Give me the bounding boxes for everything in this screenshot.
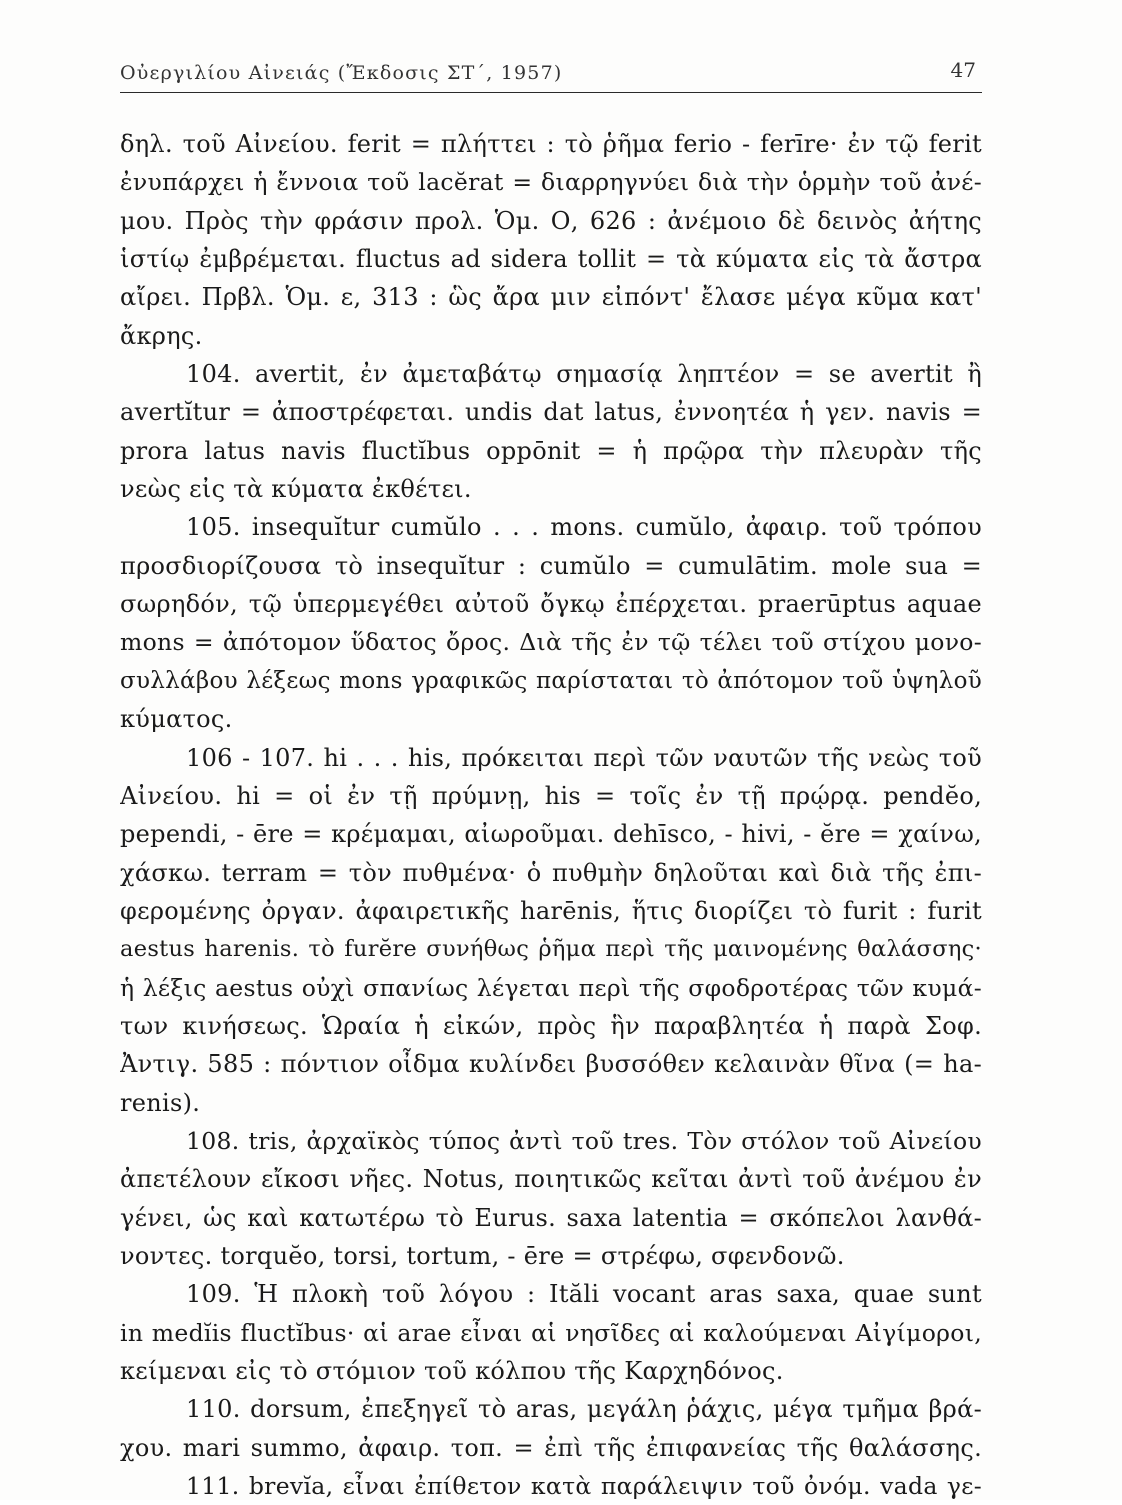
- text-line: 108. tris, ἀρχαϊκὸς τύπος ἀντὶ τοῦ tres. Τὸν στόλον τοῦ Αἰνείου: [186, 1126, 982, 1155]
- text-line: φερομένης ὀργαν. ἀφαιρετικῆς harēnis, ἥτις διορίζει τὸ furit : furit: [120, 896, 982, 925]
- text-line: 105. insequĭtur cumŭlo . . . mons. cumŭlo, ἀφαιρ. τοῦ τρόπου: [186, 513, 982, 542]
- text-line: αἴρει. Πρβλ. Ὁμ. ε, 313 : ὣς ἄρα μιν εἰπόντ' ἔλασε μέγα κῦμα κατ': [120, 283, 982, 312]
- text-line: νοντες. torquĕo, torsi, tortum, - ēre = στρέφω, σφενδονῶ.: [120, 1241, 845, 1270]
- text-line: ἄκρης.: [120, 321, 203, 350]
- text-line: σωρηδόν, τῷ ὑπερμεγέθει αὐτοῦ ὄγκῳ ἐπέρχεται. praerūptus aquae: [120, 590, 982, 619]
- text-line: Ἀντιγ. 585 : πόντιον οἶδμα κυλίνδει βυσσόθεν κελαινὰν θῖνα (= ha-: [120, 1050, 982, 1079]
- text-line: 111. brevĭa, εἶναι ἐπίθετον κατὰ παράλειψιν τοῦ ὀνόμ. vada γε-: [186, 1472, 982, 1501]
- text-line: 109. Ἡ πλοκὴ τοῦ λόγου : Ităli vocant aras saxa, quae sunt: [186, 1280, 982, 1309]
- text-line: pependi, - ēre = κρέμαμαι, αἰωροῦμαι. dehīsco, - hivi, - ĕre = χαίνω,: [120, 820, 982, 849]
- text-line: 106 - 107. hi . . . his, πρόκειται περὶ τῶν ναυτῶν τῆς νεὼς τοῦ: [186, 743, 982, 772]
- text-line: γένει, ὡς καὶ κατωτέρω τὸ Eurus. saxa latentia = σκόπελοι λανθά-: [120, 1203, 982, 1232]
- text-line: ἡ λέξις aestus οὐχὶ σπανίως λέγεται περὶ τῆς σφοδροτέρας τῶν κυμά-: [120, 973, 982, 1002]
- text-line: renis).: [120, 1088, 201, 1117]
- text-line: συλλάβου λέξεως mons γραφικῶς παρίσταται τὸ ἀπότομον τοῦ ὑψηλοῦ: [120, 667, 982, 694]
- running-header: [120, 58, 982, 93]
- text-line: ἱστίῳ ἐμβρέμεται. fluctus ad sidera tollit = τὰ κύματα εἰς τὰ ἄστρα: [120, 245, 982, 274]
- text-line: in medĭis fluctĭbus· αἱ arae εἶναι αἱ νησῖδες αἱ καλούμεναι Αἰγίμοροι,: [120, 1318, 982, 1347]
- text-line: 110. dorsum, ἐπεξηγεῖ τὸ aras, μεγάλη ῥάχις, μέγα τμῆμα βρά-: [186, 1395, 982, 1424]
- running-title: Οὐεργιλίου Αἰνειάς (Ἔκδοσις ΣΤ΄, 1957): [120, 62, 563, 84]
- text-line: prora latus navis fluctĭbus oppōnit = ἡ πρῷρα τὴν πλευρὰν τῆς: [120, 436, 982, 465]
- text-line: μου. Πρὸς τὴν φράσιν προλ. Ὁμ. Ο, 626 : ἀνέμοιο δὲ δεινὸς ἀήτης: [120, 206, 982, 235]
- text-line: mons = ἀπότομον ὕδατος ὄρος. Διὰ τῆς ἐν τῷ τέλει τοῦ στίχου μονο-: [120, 628, 982, 657]
- text-line: προσδιορίζουσα τὸ insequĭtur : cumŭlo = cumulātim. mole sua =: [120, 551, 982, 580]
- text-line: χάσκω. terram = τὸν πυθμένα· ὁ πυθμὴν δηλοῦται καὶ διὰ τῆς ἐπι-: [120, 858, 982, 887]
- page-number: 47: [950, 58, 976, 82]
- text-line: Αἰνείου. hi = οἱ ἐν τῇ πρύμνῃ, his = τοῖς ἐν τῇ πρῴρᾳ. pendĕo,: [120, 781, 982, 810]
- text-line: 104. avertit, ἐν ἀμεταβάτῳ σημασίᾳ ληπτέον = se avertit ἢ: [186, 360, 982, 389]
- text-line: κείμεναι εἰς τὸ στόμιον τοῦ κόλπου τῆς Καρχηδόνος.: [120, 1357, 784, 1385]
- text-line: avertĭtur = ἀποστρέφεται. undis dat latus, ἐννοητέα ἡ γεν. navis =: [120, 398, 982, 427]
- text-line: aestus harenis. τὸ furĕre συνήθως ῥῆμα περὶ τῆς μαινομένης θαλάσσης·: [120, 936, 982, 963]
- text-line: κύματος.: [120, 705, 233, 734]
- text-line: νεὼς εἰς τὰ κύματα ἐκθέτει.: [120, 475, 472, 504]
- text-line: ἐνυπάρχει ἡ ἔννοια τοῦ lacĕrat = διαρρηγνύει διὰ τὴν ὁρμὴν τοῦ ἀνέ-: [120, 168, 982, 197]
- text-line: χου. mari summo, ἀφαιρ. τοπ. = ἐπὶ τῆς ἐπιφανείας τῆς θαλάσσης.: [120, 1433, 982, 1462]
- text-line: των κινήσεως. Ὡραία ἡ εἰκών, πρὸς ἣν παραβλητέα ἡ παρὰ Σοφ.: [120, 1011, 982, 1040]
- commentary-text: [120, 125, 982, 1505]
- text-line: δηλ. τοῦ Αἰνείου. ferit = πλήττει : τὸ ῥῆμα ferio - ferīre· ἐν τῷ ferit: [120, 130, 982, 158]
- text-line: ἀπετέλουν εἴκοσι νῆες. Notus, ποιητικῶς κεῖται ἀντὶ τοῦ ἀνέμου ἐν: [120, 1165, 982, 1194]
